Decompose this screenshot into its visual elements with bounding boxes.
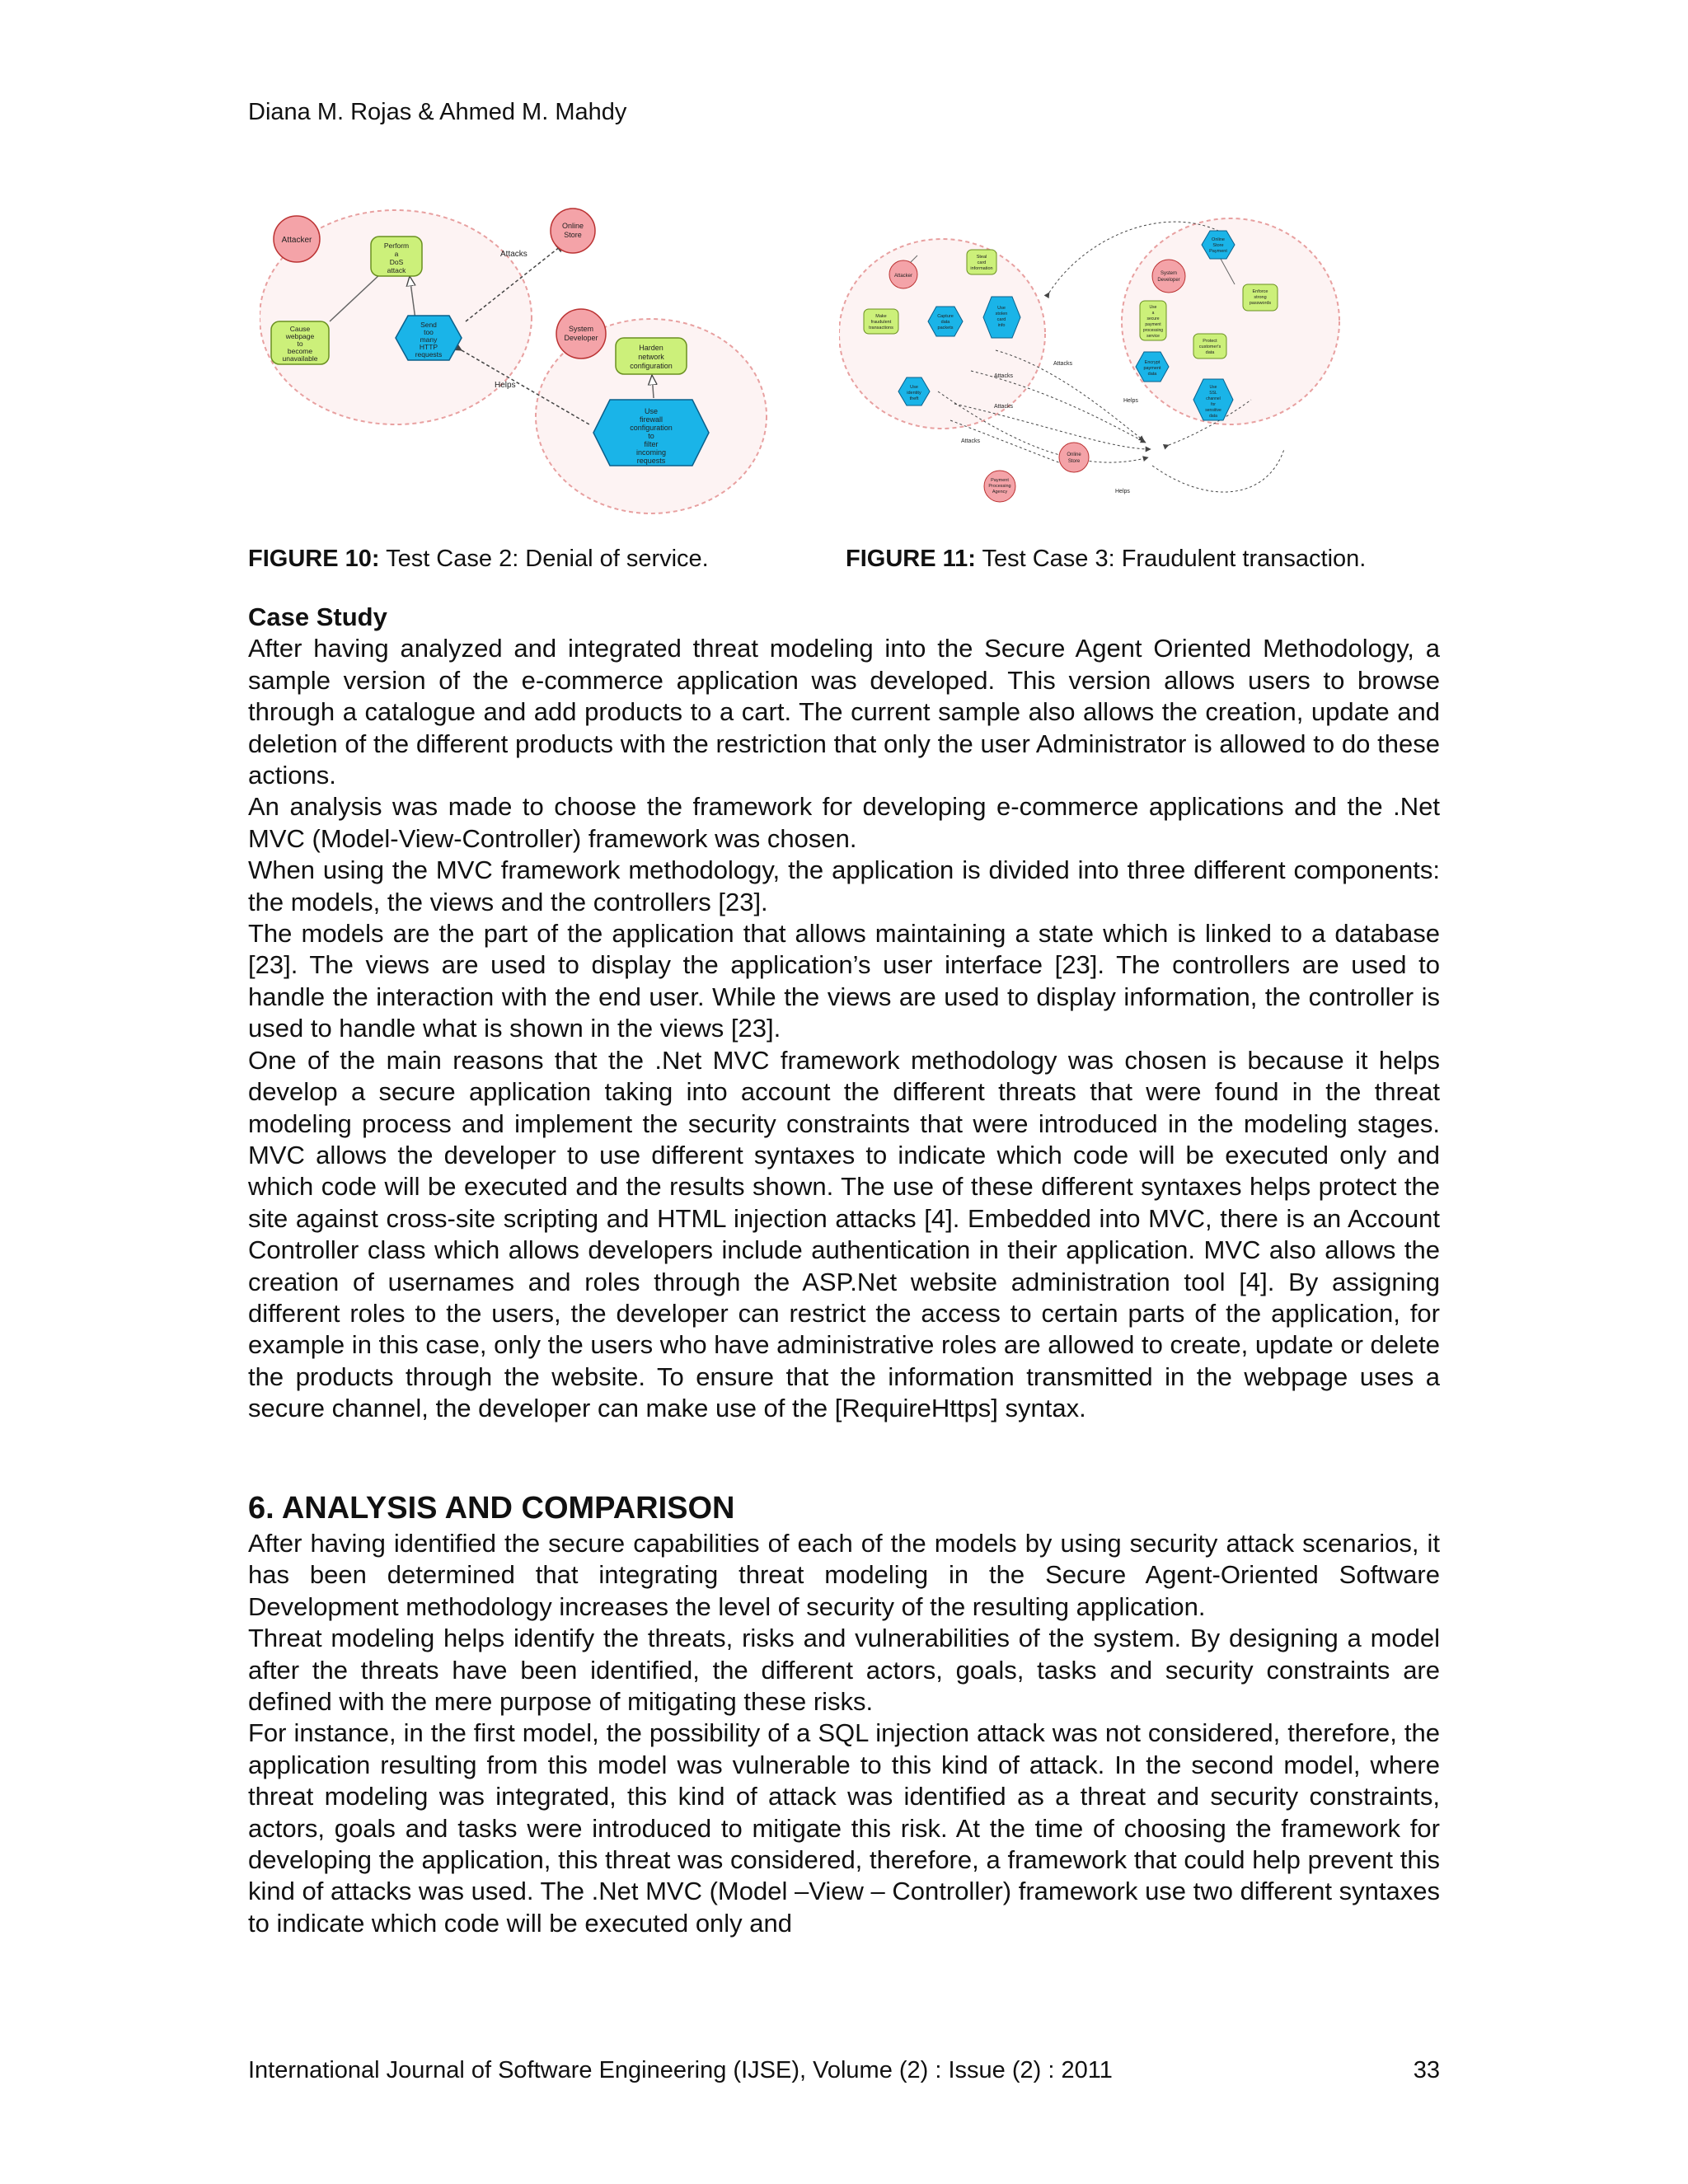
svg-text:Enforce: Enforce — [1252, 289, 1268, 294]
svg-text:service: service — [1146, 334, 1160, 339]
svg-text:customer's: customer's — [1198, 344, 1221, 349]
figure-10-diagram — [260, 202, 787, 519]
svg-text:configuration: configuration — [630, 362, 673, 370]
use-stolen-task — [983, 297, 1020, 338]
svg-text:filter: filter — [644, 440, 659, 448]
svg-text:too: too — [424, 328, 434, 336]
svg-text:Perform: Perform — [383, 241, 410, 250]
attacks-label: Attacks — [500, 250, 528, 259]
svg-text:passwords: passwords — [1249, 301, 1272, 306]
svg-text:information: information — [970, 266, 993, 271]
helps-label: Helps — [495, 381, 516, 390]
svg-text:packets: packets — [937, 326, 954, 330]
protect-customers-goal — [1193, 334, 1226, 359]
svg-text:incoming: incoming — [635, 448, 667, 457]
svg-text:Agency: Agency — [992, 490, 1008, 494]
svg-text:Online: Online — [561, 222, 584, 230]
svg-text:Attacker: Attacker — [893, 274, 913, 279]
svg-text:become: become — [287, 347, 313, 355]
svg-text:System: System — [568, 325, 594, 333]
svg-text:Store: Store — [1067, 459, 1081, 464]
paragraph: For instance, in the first model, the possibility of a SQL injection attack was not considered, therefore, the application resulting from this model was vulnerable to this kind of attack. In the second model, where threat modeling was integrated, this kind of attack was identified as a threat and security constraints, actors, goals and tasks were introduced to mitigate this risk. At the time of choosing the framework for developing the application, this threat was considered, therefore, a framework that could help prevent this kind of attacks was used. The .Net MVC (Model –View – Controller) framework use two different syntaxes to indicate which code will be executed only and — [248, 1718, 1440, 1938]
svg-text:Send: Send — [420, 321, 437, 329]
attacker-node — [889, 260, 917, 288]
svg-text:Online: Online — [1212, 237, 1225, 242]
cause-webpage-goal — [271, 321, 329, 364]
svg-text:data: data — [1209, 414, 1217, 419]
svg-text:data: data — [940, 320, 950, 325]
svg-text:a: a — [1151, 311, 1155, 316]
make-fraudulent-goal — [864, 309, 898, 334]
svg-text:Helps: Helps — [1115, 489, 1130, 494]
svg-text:System: System — [1160, 271, 1178, 276]
running-header: Diana M. Rojas & Ahmed M. Mahdy — [248, 99, 627, 125]
page-footer — [248, 2055, 1440, 2085]
svg-text:to: to — [297, 340, 303, 348]
paragraph: When using the MVC framework methodology, the application is divided into three different components: the models, the views and the controllers [23]. — [248, 855, 1440, 916]
case-study-heading: Case Study — [248, 602, 387, 631]
svg-text:Payment: Payment — [991, 478, 1009, 483]
svg-text:processing: processing — [1142, 328, 1164, 333]
svg-text:Capture: Capture — [937, 314, 954, 319]
svg-text:for: for — [1211, 402, 1216, 407]
svg-text:Helps: Helps — [1123, 398, 1138, 404]
steal-card-goal — [967, 250, 996, 274]
perform-dos-goal — [371, 237, 422, 276]
svg-text:attack: attack — [387, 266, 406, 274]
section-heading: 6. ANALYSIS AND COMPARISON — [248, 1491, 735, 1526]
online-store-node — [551, 209, 595, 253]
svg-text:a: a — [394, 250, 399, 258]
svg-text:Payment: Payment — [1209, 249, 1227, 254]
svg-text:data: data — [1147, 372, 1157, 377]
svg-text:Harden: Harden — [639, 344, 663, 352]
page-number: 33 — [1413, 2057, 1440, 2083]
paragraph: An analysis was made to choose the framework for developing e-commerce applications and the .Net MVC (Model-View-Controller) framework was chosen. — [248, 792, 1440, 853]
svg-text:Use: Use — [644, 407, 659, 415]
svg-text:webpage: webpage — [285, 332, 315, 340]
svg-text:data: data — [1205, 350, 1215, 355]
svg-text:transactions: transactions — [869, 326, 893, 330]
svg-text:fraudulent: fraudulent — [870, 320, 892, 325]
svg-text:info: info — [997, 323, 1006, 328]
svg-text:configuration: configuration — [630, 424, 673, 432]
svg-text:Use: Use — [1149, 305, 1157, 310]
harden-network-goal — [616, 338, 687, 374]
send-requests-task — [396, 316, 462, 360]
svg-text:many: many — [420, 335, 438, 344]
journal-citation: International Journal of Software Engineering (IJSE), Volume (2) : Issue (2) : 2011 — [248, 2057, 1113, 2083]
svg-text:Use: Use — [1209, 385, 1217, 390]
svg-text:identity: identity — [907, 391, 921, 396]
svg-text:theft: theft — [909, 396, 919, 401]
svg-text:Developer: Developer — [1157, 278, 1180, 283]
paragraph: Threat modeling helps identify the threats, risks and vulnerabilities of the system. By designing a model after the threats have been identified, the different actors, goals, tasks and security constraints are defined with the mere purpose of mitigating these risks. — [248, 1624, 1440, 1717]
enforce-strong-goal — [1243, 284, 1278, 311]
svg-text:Store: Store — [564, 231, 582, 239]
figure-11-caption: FIGURE 11: Test Case 3: Fraudulent transaction. — [846, 546, 1367, 572]
system-developer-node — [1152, 260, 1185, 293]
paragraph: After having analyzed and integrated threat modeling into the Secure Agent Oriented Methodology, a sample version of the e-commerce application was developed. This version allows users to browse through a catalogue and add products to a cart. The current sample also allows the creation, update and deletion of the different products with the restriction that only the user Administrator is allowed to do these actions. — [248, 634, 1440, 790]
svg-text:card: card — [996, 317, 1006, 322]
svg-text:stolen: stolen — [995, 312, 1008, 316]
online-store-node — [1059, 443, 1089, 472]
attacker-node — [274, 216, 320, 262]
analysis-comparison-section — [248, 1490, 1440, 1939]
svg-text:DoS: DoS — [389, 258, 404, 266]
svg-text:Online: Online — [1067, 452, 1081, 457]
svg-text:strong: strong — [1254, 295, 1267, 300]
svg-text:Developer: Developer — [564, 334, 598, 342]
svg-text:network: network — [638, 353, 664, 361]
svg-text:Use: Use — [997, 306, 1006, 311]
svg-text:to: to — [648, 432, 654, 440]
paragraph: One of the main reasons that the .Net MVC framework methodology was chosen is because it helps develop a secure application taking into account the different threats that were found in the threat modeling process and implement the security constraints that were introduced in the modeling stages. MVC allows the developer to use different syntaxes to indicate which code will be executed only and which code will be executed and the results shown. The use of these different syntaxes helps protect the site against cross-site scripting and HTML injection attacks [4]. Embedded into MVC, there is an Account Controller class which allows developers include authentication in their application. MVC also allows the creation of usernames and roles through the ASP.Net website administration tool [4]. By assigning different roles to the users, the developer can restrict the access to certain parts of the application, for example in this case, only the users who have administrative roles are allowed to create, update or delete the products through the website. To ensure that the information transmitted in the webpage uses a secure channel, the developer can make use of the [RequireHttps] syntax. — [248, 1045, 1440, 1423]
svg-text:firewall: firewall — [639, 415, 663, 424]
svg-text:secure: secure — [1146, 316, 1160, 321]
case-study-section — [248, 602, 1440, 1425]
svg-text:requests: requests — [415, 350, 443, 359]
svg-text:Encrypt: Encrypt — [1144, 360, 1160, 365]
svg-text:sensitive: sensitive — [1205, 408, 1221, 413]
svg-text:Attacks: Attacks — [994, 373, 1013, 379]
svg-text:SSL: SSL — [1209, 391, 1217, 396]
svg-text:Make: Make — [875, 314, 887, 319]
svg-text:requests: requests — [636, 457, 666, 465]
svg-text:unavailable: unavailable — [282, 354, 318, 363]
svg-text:Store: Store — [1212, 243, 1224, 248]
use-firewall-task — [593, 400, 709, 466]
figure-10-caption: FIGURE 10: Test Case 2: Denial of service. — [248, 546, 709, 572]
svg-text:Attacks: Attacks — [1053, 361, 1072, 367]
paragraph: The models are the part of the application that allows maintaining a state which is linked to a database [23]. The views are used to display the application’s user interface [23]. The controllers are used to handle the interaction with the end user. While the views are used to display information, the controller is used to handle what is shown in the views [23]. — [248, 919, 1440, 1043]
paragraph: After having identified the secure capabilities of each of the models by using security attack scenarios, it has been determined that integrating threat modeling in the Secure Agent-Oriented Software Development methodology increases the level of security of the resulting application. — [248, 1529, 1440, 1621]
svg-text:Processing: Processing — [988, 484, 1011, 489]
svg-text:payment: payment — [1143, 366, 1161, 371]
svg-text:Cause: Cause — [289, 325, 311, 333]
svg-text:HTTP: HTTP — [419, 343, 438, 351]
svg-text:Attacks: Attacks — [994, 404, 1013, 410]
svg-text:Attacks: Attacks — [961, 438, 980, 444]
svg-text:payment: payment — [1145, 322, 1161, 327]
svg-text:Use: Use — [910, 385, 918, 390]
figure-11-diagram — [839, 202, 1342, 519]
svg-text:channel: channel — [1206, 396, 1221, 401]
attacker-label: Attacker — [281, 236, 312, 245]
svg-text:card: card — [977, 260, 987, 265]
svg-text:Protect: Protect — [1203, 339, 1217, 344]
svg-text:Steal: Steal — [976, 255, 987, 260]
system-developer-node — [556, 309, 606, 359]
use-secure-goal — [1140, 301, 1166, 340]
payment-agency-node — [984, 471, 1015, 502]
